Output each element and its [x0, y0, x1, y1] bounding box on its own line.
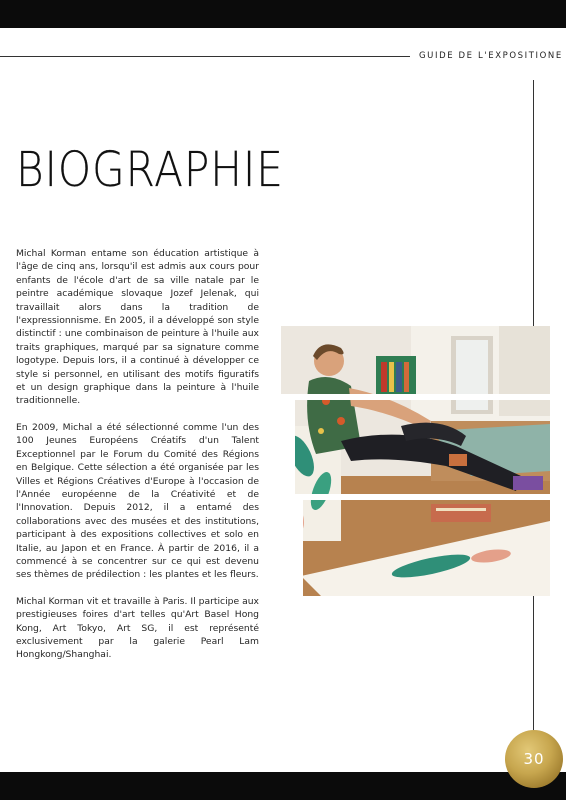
biography-paragraph-2: En 2009, Michal a été sélectionné comme l'un des 100 Jeunes Européens Créatifs d'un Talent Exceptionnel par le Forum du Comité des Régions en Belgique. Cette sélection a été organisée par les Villes et Régions Créatives d'Europe à l'occasion de l'Année européenne de la Créativité et de l'Innovation. Depuis 2012, il a entamé des collaborations avec des musées et des institutions, participant à des expositions collectives et solo en Italie, au Japon et en France. À partir de 2016, il a commencé à se concentrer sur ce qui est devenu ses thèmes de prédilection : les plantes et les fleurs. [16, 421, 259, 581]
page-number: 30 [523, 750, 545, 768]
biography-paragraph-1: Michal Korman entame son éducation artistique à l'âge de cinq ans, lorsqu'il est admis aux cours pour enfants de l'école d'art de sa ville natale par le peintre académique slovaque Jozef Jelenak, qui travaillait alors dans la tradition de l'expressionnisme. En 2005, il a développé son style distinctif : une combinaison de peinture à l'huile aux traits graphiques, marqué par sa signature comme logotype. Depuis lors, il a continué à développer ce style si personnel, en utilisant des motifs figuratifs et un design graphique dans la peinture à l'huile traditionnelle. [16, 248, 259, 407]
top-black-bar [0, 0, 566, 28]
header-rule [0, 56, 410, 57]
guide-label: GUIDE DE L'EXPOSITIONE [419, 51, 563, 61]
page-title: BIOGRAPHIE [16, 142, 284, 198]
biography-text [16, 247, 259, 675]
bottom-black-bar [0, 772, 566, 800]
biography-paragraph-3: Michal Korman vit et travaille à Paris. Il participe aux prestigieuses foires d'art telles qu'Art Basel Hong Kong, Art Tokyo, Art SG, il est représenté exclusivement par la galerie Pearl Lam Hongkong/Shanghai. [16, 595, 259, 661]
artist-photo [281, 326, 550, 596]
